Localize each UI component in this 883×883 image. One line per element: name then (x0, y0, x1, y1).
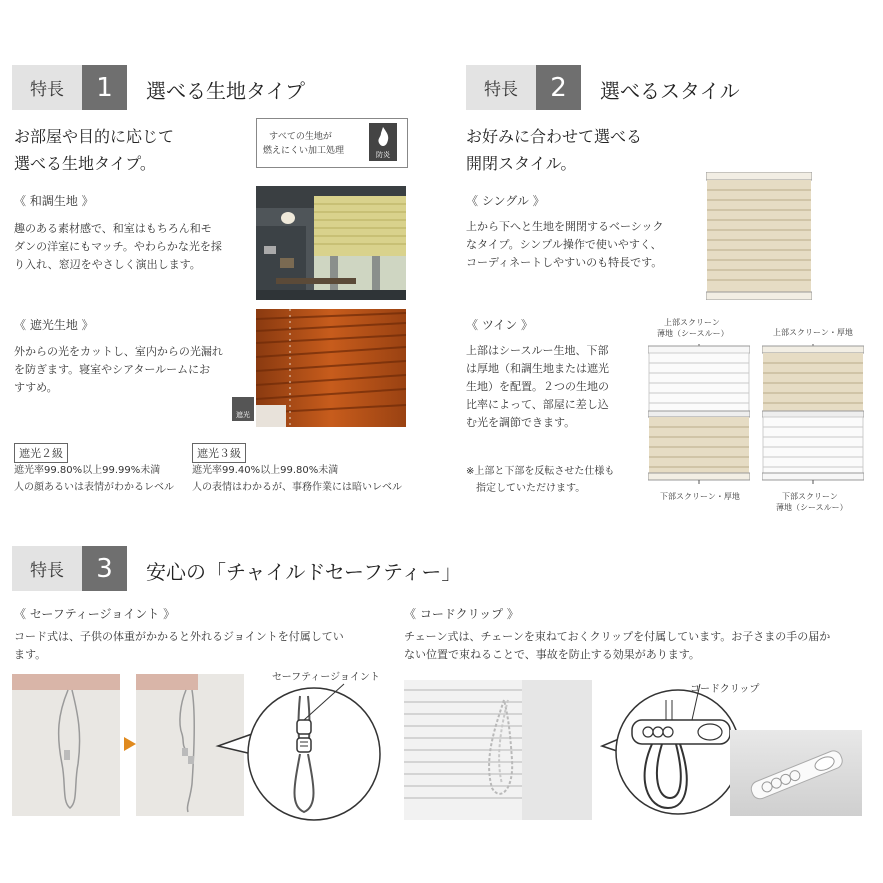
clip-heading: 《 コードクリップ 》 (404, 607, 519, 621)
blackout-fabric-photo (256, 309, 406, 427)
cord-clip-product-photo (730, 730, 862, 816)
blackout-mark-icon (232, 397, 254, 421)
feature-1-lead-2: 選べる生地タイプ。 (14, 154, 156, 173)
washi-room-photo (256, 186, 406, 300)
blackout-text-2: を防ぎます。寝室やシアタールームにお (14, 363, 211, 376)
feature-2-number: 2 (536, 65, 581, 110)
washi-text-1: 趣のある素材感で、和室はもちろん和モ (14, 222, 212, 235)
joint-heading: 《 セーフティージョイント 》 (14, 607, 176, 621)
twin-right-bottom-label-2: 薄地（シースルー） (776, 503, 848, 512)
feature-2-tag: 特長 (466, 65, 536, 110)
step-arrow-icon (124, 736, 136, 750)
twin-blind-left-illustration (648, 344, 750, 484)
washi-heading: 《 和調生地 》 (14, 194, 94, 208)
twin-text-4: 比率によって、部屋に差し込 (466, 398, 609, 411)
twin-text-3: 生地）を配置。２つの生地の (466, 380, 609, 393)
blackout-text-3: すすめ。 (14, 381, 58, 394)
flame-retardant-icon (369, 123, 397, 161)
blackout-heading: 《 遮光生地 》 (14, 318, 94, 332)
safety-joint-zoom-illustration (214, 676, 394, 824)
feature-1-number: 1 (82, 65, 127, 110)
single-text-1: 上から下へと生地を開閉するベーシック (466, 220, 664, 233)
cord-clip-zoom-illustration (596, 680, 744, 820)
feature-2-lead-2: 開閉スタイル。 (466, 154, 577, 173)
twin-note-2: 指定していただけます。 (466, 483, 586, 494)
washi-text-2: ダンの洋室にもマッチ。やわらかな光を採 (14, 240, 222, 253)
twin-left-bottom-label: 下部スクリーン・厚地 (660, 492, 740, 501)
twin-left-top-label-2: 薄地（シースルー） (657, 329, 729, 338)
single-blind-illustration (706, 172, 812, 300)
blackout-mark-text: 遮光 (236, 411, 250, 419)
twin-heading: 《 ツイン 》 (466, 318, 534, 332)
single-text-3: コーディネートしやすいのも特長です。 (466, 256, 663, 269)
safety-joint-photo-before (12, 674, 120, 816)
feature-3-tag: 特長 (12, 546, 82, 591)
grade-2-text-1: 遮光率99.80%以上99.99%未満 (14, 465, 161, 476)
twin-note-1: ※上部と下部を反転させた仕様も (466, 466, 615, 477)
blackout-text-1: 外からの光をカットし、室内からの光漏れ (14, 345, 223, 358)
grade-3-label: 遮光３級 (192, 443, 246, 463)
twin-blind-right-illustration (762, 344, 864, 484)
twin-right-top-label: 上部スクリーン・厚地 (773, 328, 853, 337)
single-heading: 《 シングル 》 (466, 194, 545, 208)
grade-2-label: 遮光２級 (14, 443, 68, 463)
feature-2-lead-1: お好みに合わせて選べる (466, 127, 643, 146)
joint-text-2: ます。 (14, 648, 47, 661)
feature-1-lead-1: お部屋や目的に応じて (14, 127, 175, 146)
feature-3-number: 3 (82, 546, 127, 591)
feature-1-tag: 特長 (12, 65, 82, 110)
feature-1-title: 選べる生地タイプ (146, 79, 305, 103)
twin-left-top-label-1: 上部スクリーン (664, 318, 720, 327)
clip-text-2: ない位置で束ねることで、事故を防止する効果があります。 (404, 648, 700, 661)
washi-text-3: り入れ、窓辺をやさしく演出します。 (14, 258, 201, 271)
cord-clip-callout: コードクリップ (690, 684, 760, 695)
single-text-2: なタイプ。シンプル操作で使いやすく、 (466, 238, 662, 251)
twin-right-bottom-label-1: 下部スクリーン (782, 492, 838, 501)
grade-3-text-2: 人の表情はわかるが、事務作業には暗いレベル (192, 482, 402, 493)
safety-joint-callout: セーフティージョイント (272, 672, 380, 683)
feature-2-title: 選べるスタイル (600, 79, 740, 103)
joint-text-1: コード式は、子供の体重がかかると外れるジョイントを付属してい (14, 630, 344, 643)
twin-text-5: む光を調節できます。 (466, 416, 576, 429)
flame-retardant-note (256, 118, 408, 168)
grade-3-text-1: 遮光率99.40%以上99.80%未満 (192, 465, 339, 476)
twin-text-1: 上部はシースルー生地、下部 (466, 344, 609, 357)
flame-note-line-1: すべての生地が (269, 132, 332, 142)
twin-text-2: は厚地（和調生地または遮光 (466, 362, 609, 375)
flame-mark-text: 防炎 (376, 151, 390, 159)
clip-text-1: チェーン式は、チェーンを束ねておくクリップを付属しています。お子さまの手の届か (404, 630, 831, 643)
cord-clip-window-photo (404, 680, 592, 820)
grade-2-text-2: 人の顔あるいは表情がわかるレベル (14, 482, 174, 493)
flame-note-line-2: 燃えにくい加工処理 (263, 146, 345, 156)
feature-3-title: 安心の「チャイルドセーフティー」 (146, 560, 462, 584)
